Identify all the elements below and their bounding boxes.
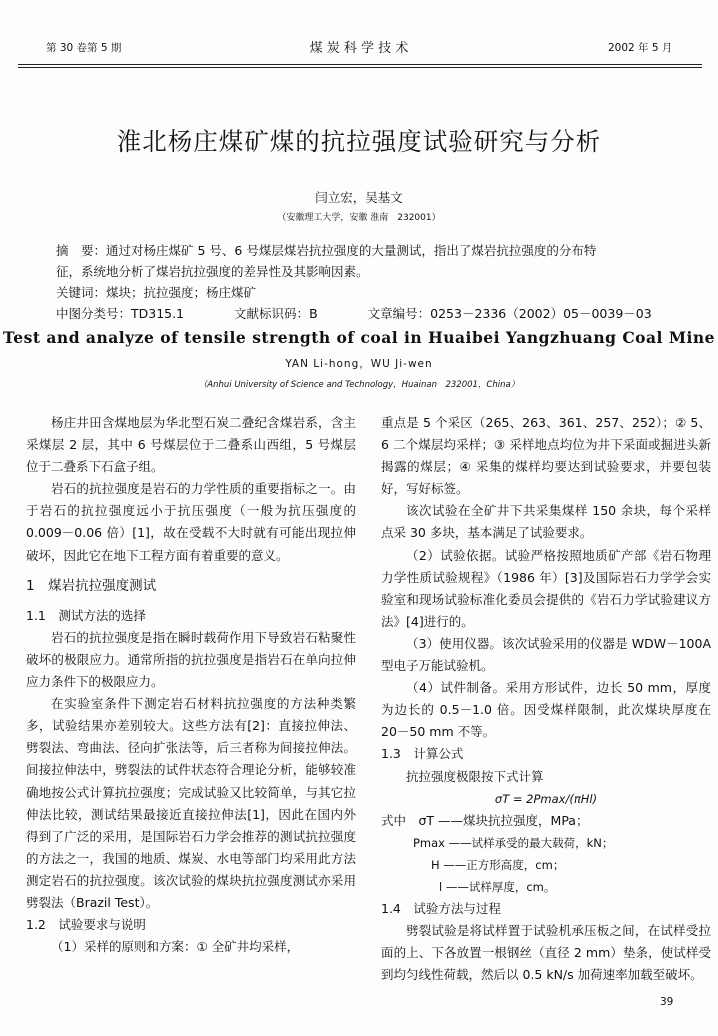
formula-definition: l ——试样厚度，cm。 bbox=[439, 879, 556, 894]
paragraph: 抗拉强度极限按下式计算 bbox=[406, 768, 544, 784]
formula-where: 式中 σT ——煤块抗拉强度，MPa； bbox=[381, 812, 589, 828]
formula-definition: H ——正方形高度，cm； bbox=[431, 857, 565, 872]
article-no: 0253－2336（2002）05－0039－03 bbox=[430, 306, 652, 321]
doc-code: B bbox=[309, 306, 318, 321]
subsection-heading: 1.1 测试方法的选择 bbox=[26, 607, 146, 623]
abstract-text-1: 通过对杨庄煤矿 5 号、6 号煤层煤岩抗拉强度的大量测试，指出了煤岩抗拉强度的分布特 bbox=[106, 243, 597, 258]
paragraph: （2）试验依据。试验严格按照地质矿产部《岩石物理力学性质试验规程》（1986 年）[3]及国际岩石力学学会实验室和现场试验标准化委员会提供的《岩石力学试验建议方法》[4]进行的。 bbox=[381, 547, 711, 629]
authors: 闫立宏，吴基文 bbox=[315, 190, 403, 205]
subsection-heading: 1.2 试验要求与说明 bbox=[26, 917, 146, 933]
english-title: Test and analyze of tensile strength of coal in Huaibei Yangzhuang Coal Mine bbox=[2, 328, 716, 347]
formula-definition: Pmax ——试样承受的最大载荷，kN； bbox=[413, 835, 614, 850]
subsection-heading: 1.4 试验方法与过程 bbox=[381, 901, 501, 917]
paragraph: 岩石的抗拉强度是岩石的力学性质的重要指标之一。由于岩石的抗拉强度远小于抗压强度（一般为抗压强度的 0.009－0.06 倍）[1]，故在受载不大时就有可能出现拉伸破坏，因此它在地下工程方面有着重要的意义。 bbox=[26, 481, 356, 563]
issue-date: 2002 年 5 月 bbox=[608, 42, 673, 54]
paragraph: 岩石的抗拉强度是指在瞬时载荷作用下导致岩石粘聚性破坏的极限应力。通常所指的抗拉强度是指岩石在单向拉伸应力条件下的极限应力。 bbox=[26, 629, 356, 690]
subsection-heading: 1.3 计算公式 bbox=[381, 746, 464, 762]
keywords-label: 关键词： bbox=[56, 285, 107, 300]
body-column-right bbox=[381, 412, 711, 986]
paragraph: （1）采样的原则和方案：① 全矿井均采样， bbox=[51, 939, 300, 955]
abstract-line-1 bbox=[56, 240, 668, 261]
keywords-line bbox=[56, 282, 668, 303]
issue-number: 第 30 卷第 5 期 bbox=[46, 42, 122, 54]
doc-code-label: 文献标识码： bbox=[234, 306, 310, 321]
paragraph: 该次试验在全矿井下共采集煤样 150 余块，每个采样点采 30 多块，基本满足了试验要求。 bbox=[381, 503, 711, 541]
clc-label: 中图分类号： bbox=[56, 306, 132, 321]
paragraph: （4）试件制备。采用方形试件，边长 50 mm，厚度为边长的 0.5－1.0 倍。因受煤样限制，此次煤块厚度在 20－50 mm 不等。 bbox=[381, 680, 711, 740]
affiliation: （安徽理工大学，安徽 淮南 232001） bbox=[277, 213, 441, 223]
header-rule bbox=[18, 64, 702, 65]
journal-name: 煤 炭 科 学 技 术 bbox=[309, 41, 409, 56]
paragraph: 杨庄井田含煤地层为华北型石炭二叠纪含煤岩系，含主采煤层 2 层，其中 6 号煤层位于二叠系山西组，5 号煤层位于二叠系下石盒子组。 bbox=[26, 415, 356, 475]
body-column-left bbox=[26, 412, 356, 958]
classification-line bbox=[56, 303, 668, 324]
abstract-line-2: 征，系统地分析了煤岩抗拉强度的差异性及其影响因素。 bbox=[56, 264, 369, 279]
page-number: 39 bbox=[660, 996, 674, 1008]
article-no-label: 文章编号： bbox=[367, 306, 431, 321]
abstract-label: 摘 要： bbox=[56, 243, 107, 258]
section-heading: 1 煤岩抗拉强度测试 bbox=[26, 577, 157, 594]
english-authors: YAN Li-hong，WU Ji-wen bbox=[285, 358, 433, 370]
page-title: 淮北杨庄煤矿煤的抗拉强度试验研究与分析 bbox=[116, 127, 602, 156]
abstract-block bbox=[56, 240, 668, 324]
formula: σT = 2Pmax/(πHl) bbox=[494, 791, 598, 806]
header-rule-thin bbox=[18, 67, 702, 68]
paragraph: （3）使用仪器。该次试验采用的仪器是 WDW－100A 型电子万能试验机。 bbox=[381, 635, 711, 674]
keywords: 煤块；抗拉强度；杨庄煤矿 bbox=[106, 285, 257, 300]
english-affiliation: （Anhui University of Science and Technology，Huainan 232001，China） bbox=[198, 380, 520, 390]
paragraph: 重点是 5 个采区（265、263、361、257、252）；② 5、6 二个煤层均采样；③ 采样地点均位为井下采面或掘进头新揭露的煤层；④ 采集的煤样均要达到试验要求，并要包装好，写好标签。 bbox=[381, 415, 711, 497]
paragraph: 劈裂试验是将试样置于试验机承压板之间，在试样受拉面的上、下各放置一根钢丝（直径 2 mm）垫条，使试样受到均匀线性荷载，然后以 0.5 kN/s 加荷速率加载至破坏。 bbox=[381, 923, 711, 983]
paragraph: 在实验室条件下测定岩石材料抗拉强度的方法种类繁多，试验结果亦差别较大。这些方法有[2]：直接拉伸法、劈裂法、弯曲法、径向扩张法等，后三者称为间接拉伸法。间接拉伸法中，劈裂法的试件状态符合理论分析，能够较准确地按公式计算抗拉强度；完成试验又比较简单，与其它拉伸法比较，测试结果最接近直接拉伸法[1]，因此在国内外得到了广泛的采用，是国际岩石力学会推荐的测试抗拉强度的方法之一，我国的地质、煤炭、水电等部门均采用此方法测定岩石的抗拉强度。该次试验的煤块抗拉强度测试亦采用劈裂法（Brazil Test）。 bbox=[26, 696, 356, 910]
clc-code: TD315.1 bbox=[131, 306, 185, 321]
